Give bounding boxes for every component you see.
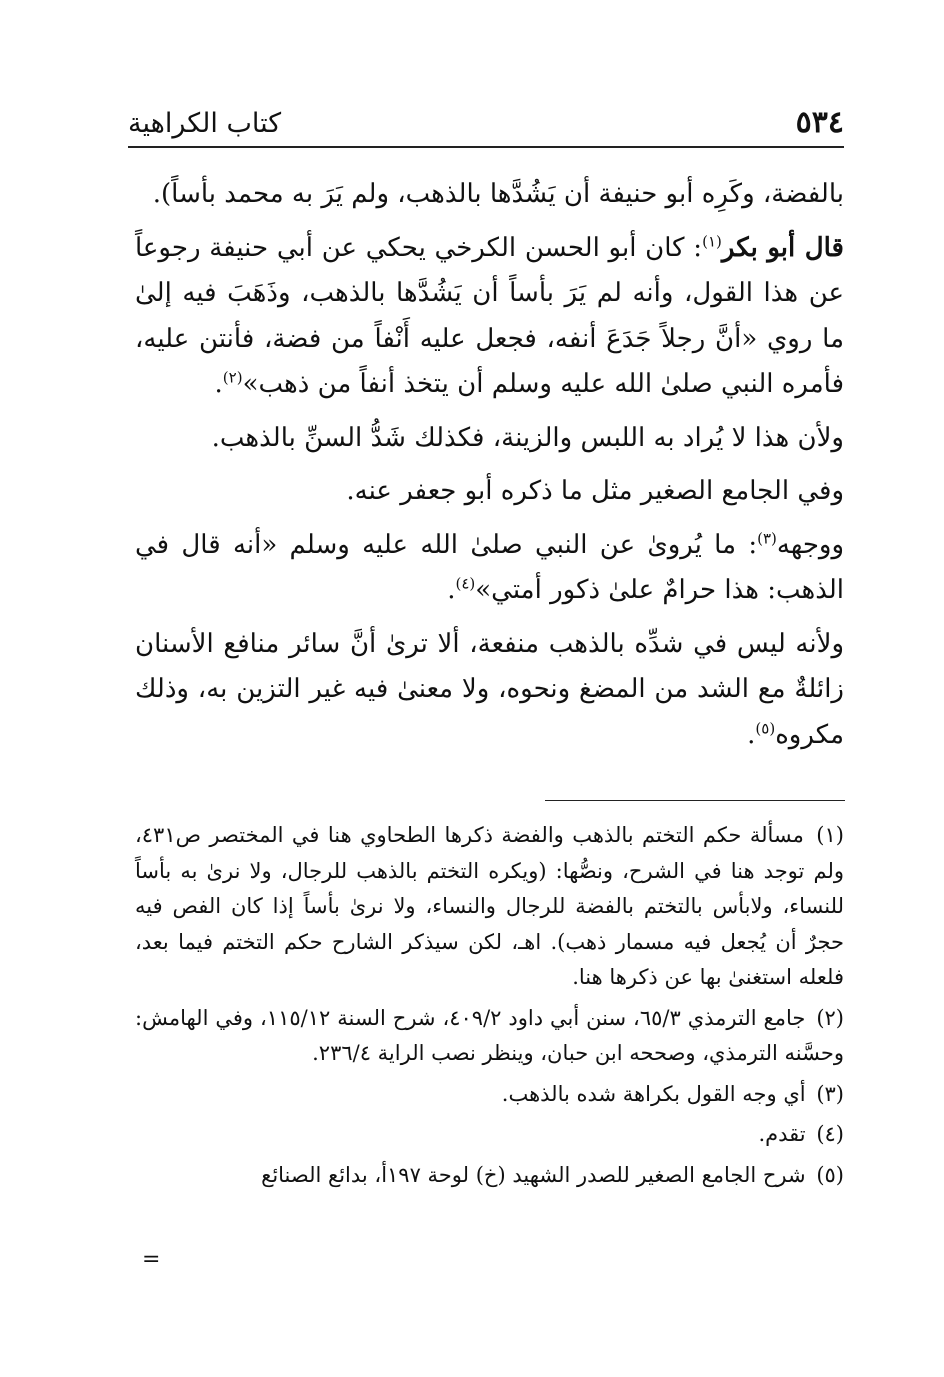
footnote-divider	[545, 800, 845, 801]
footnote-3-text: أي وجه القول بكراهة شده بالذهب.	[501, 1081, 806, 1106]
paragraph-6-end: .	[747, 719, 756, 750]
footnote-1	[135, 818, 844, 996]
paragraph-3	[135, 416, 844, 462]
footnote-ref-1[interactable]: (١)	[702, 231, 722, 250]
footnote-ref-2[interactable]: (٢)	[222, 368, 243, 387]
footnotes	[135, 818, 844, 1198]
paragraph-2-text: : كان أبو الحسن الكرخي يحكي عن أبي حنيفة رجوعاً عن هذا القول، وأنه لم يَرَ بأساً أن يَشُدَّها بالذهب، وذَهَبَ فيه إلىٰ ما روي «أنَّ رجلاً جَدَعَ أنفه، فجعل عليه أَنْفاً من فضة، فأنتن عليه، فأمره النبي صلىٰ الله عليه وسلم أن يتخذ أنفاً من ذهب»	[135, 232, 844, 399]
paragraph-4	[135, 469, 844, 515]
paragraph-2-end: .	[214, 369, 223, 399]
footnote-ref-5[interactable]: (٥)	[755, 718, 776, 737]
footnote-5	[135, 1158, 844, 1194]
footnote-ref-4[interactable]: (٤)	[455, 574, 476, 593]
page-number: ٥٣٤	[795, 105, 844, 140]
continuation-mark: =	[142, 1247, 161, 1272]
footnote-4	[135, 1117, 844, 1153]
footnote-4-text: تقدم.	[758, 1122, 806, 1146]
main-text	[135, 172, 844, 766]
paragraph-4-text: وفي الجامع الصغير مثل ما ذكره أبو جعفر عنه.	[346, 476, 844, 506]
footnote-2	[135, 1001, 844, 1072]
footnote-2-number: (٢)	[816, 1005, 844, 1030]
footnote-1-number: (١)	[816, 823, 844, 847]
paragraph-2-lead: قال أبو بكر	[721, 232, 844, 263]
paragraph-6	[135, 622, 844, 759]
paragraph-6-text: ولأنه ليس في شدِّه بالذهب منفعة، ألا ترىٰ أنَّ سائر منافع الأسنان زائلةٌ مع الشد من المضغ ونحوه، ولا معنىٰ فيه غير التزين به، وذلك مكروه	[135, 628, 844, 750]
footnote-3-number: (٣)	[816, 1081, 844, 1106]
paragraph-5-lead: ووجهه	[776, 529, 844, 560]
paragraph-3-text: ولأن هذا لا يُراد به اللبس والزينة، فكذلك شَدُّ السنِّ بالذهب.	[211, 422, 844, 453]
paragraph-1	[135, 172, 844, 218]
paragraph-1-text: بالفضة، وكَرِه أبو حنيفة أن يَشُدَّها بالذهب، ولم يَرَ به محمد بأساً).	[152, 179, 844, 209]
paragraph-5-end: .	[447, 575, 456, 605]
footnote-4-number: (٤)	[816, 1122, 844, 1146]
footnote-2-text: جامع الترمذي ٦٥/٣، سنن أبي داود ٤٠٩/٢، شرح السنة ١١٥/١٢، وفي الهامش: وحسَّنه الترمذي، وصححه ابن حبان، وينظر نصب الراية ٢٣٦/٤.	[135, 1005, 844, 1065]
page-header	[128, 100, 844, 148]
footnote-5-text: شرح الجامع الصغير للصدر الشهيد (خ) لوحة ١٩٧أ، بدائع الصنائع	[261, 1162, 806, 1187]
footnote-ref-3[interactable]: (٣)	[757, 528, 777, 547]
paragraph-2	[135, 226, 844, 408]
paragraph-5-text: : ما يُروىٰ عن النبي صلىٰ الله عليه وسلم «أنه قال في الذهب: هذا حرامٌ علىٰ ذكور أمتي»	[135, 529, 844, 605]
running-title: كتاب الكراهية	[128, 108, 282, 139]
footnote-5-number: (٥)	[816, 1162, 844, 1187]
footnote-3	[135, 1077, 844, 1113]
paragraph-5	[135, 523, 844, 614]
footnote-1-text: مسألة حكم التختم بالذهب والفضة ذكرها الطحاوي هنا في المختصر ص٤٣١، ولم توجد هنا في الشرح، ونصُّها: (ويكره التختم بالذهب للرجال، ولا نرىٰ به بأساً للنساء، ولابأس بالتختم بالفضة للرجال والنساء، ولا نرىٰ بأساً إذا كان الفص فيه حجرٌ أن يُجعل فيه مسمار ذهب). اهـ، لكن سيذكر الشارح حكم التختم فيما بعد، فلعله استغنىٰ بها عن ذكرها هنا.	[135, 823, 844, 989]
